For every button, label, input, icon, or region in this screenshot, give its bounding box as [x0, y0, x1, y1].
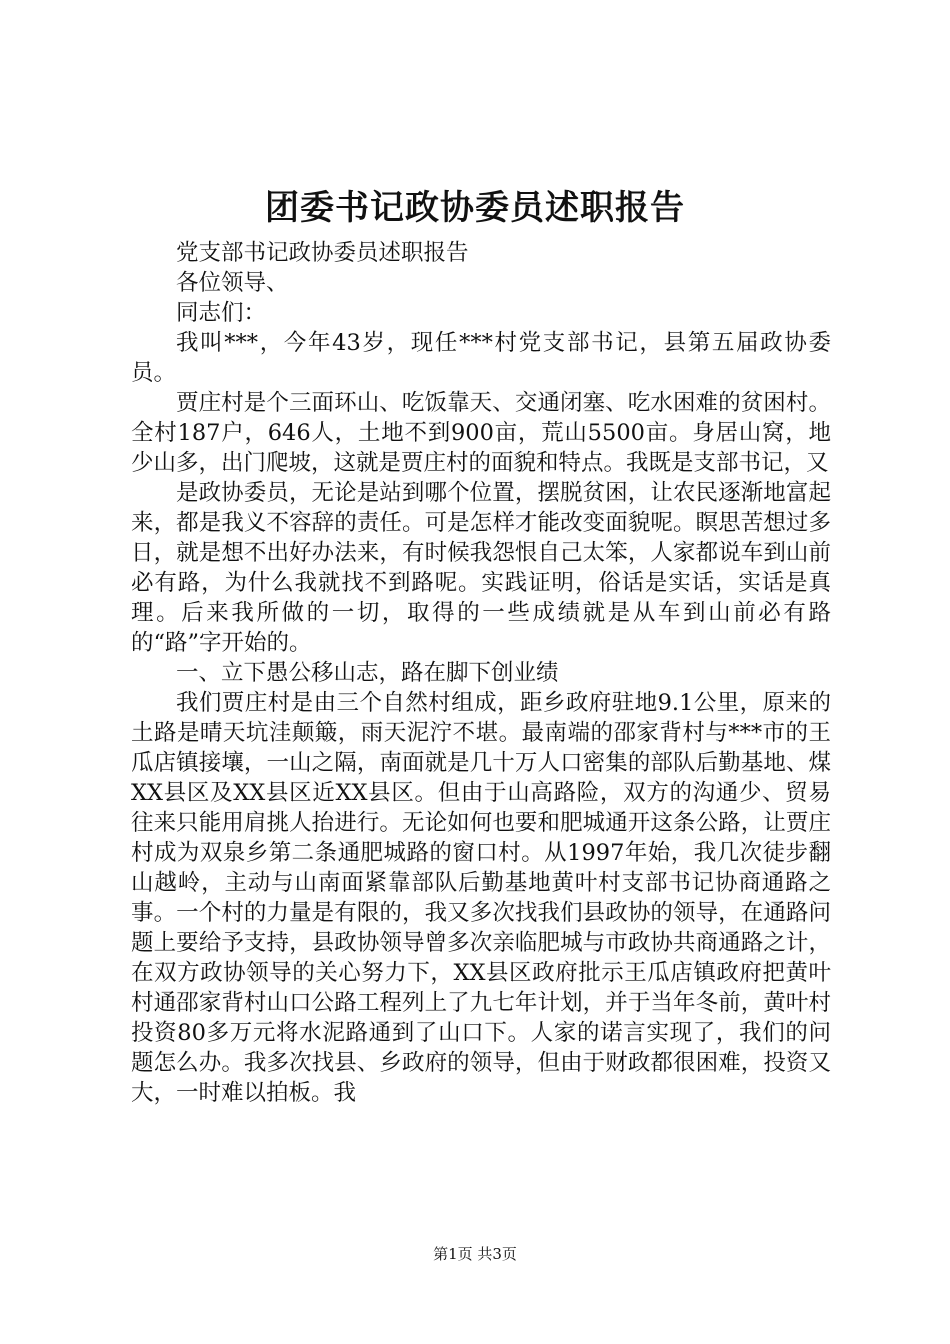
paragraph: 是政协委员，无论是站到哪个位置，摆脱贫困，让农民逐渐地富起来，都是我义不容辞的责任。可是怎样才能改变面貌呢。瞑思苦想过多日，就是想不出好办法来，有时候我怨恨自己太笨，人家都说车到山前必有路，为什么我就找不到路呢。实践证明，俗话是实话，实话是真理。后来我所做的一切，取得的一些成绩就是从车到山前必有路的“路”字开始的。	[131, 480, 831, 656]
paragraph: 党支部书记政协委员述职报告	[176, 240, 469, 266]
paragraph: 各位领导、	[176, 270, 289, 296]
paragraph: 我们贾庄村是由三个自然村组成，距乡政府驻地9.1公里，原来的土路是晴天坑洼颠簸，雨天泥泞不堪。最南端的邵家背村与***市的王瓜店镇接壤，一山之隔，南面就是几十万人口密集的部队后勤基地、煤XX县区及XX县区近XX县区。但由于山高路险，双方的沟通少、贸易往来只能用肩挑人抬进行。无论如何也要和肥城通开这条公路，让贾庄村成为双泉乡第二条通肥城路的窗口村。从1997年始，我几次徒步翻山越岭，主动与山南面紧靠部队后勤基地黄叶村支部书记协商通路之事。一个村的力量是有限的，我又多次找我们县政协的领导，在通路问题上要给予支持，县政协领导曾多次亲临肥城与市政协共商通路之计，在双方政协领导的关心努力下，XX县区政府批示王瓜店镇政府把黄叶村通邵家背村山口公路工程列上了九七年计划，并于当年冬前，黄叶村投资80多万元将水泥路通到了山口下。人家的诺言实现了，我们的问题怎么办。我多次找县、乡政府的领导，但由于财政都很困难，投资又大，一时难以拍板。我	[131, 690, 831, 1106]
document-body	[131, 238, 831, 1108]
document-title: 团委书记政协委员述职报告	[265, 188, 685, 228]
page-footer: 第1页 共3页	[433, 1245, 517, 1263]
paragraph: 同志们：	[176, 300, 267, 326]
paragraph: 贾庄村是个三面环山、吃饭靠天、交通闭塞、吃水困难的贫困村。全村187户，646人，土地不到900亩，荒山5500亩。身居山窝，地少山多，出门爬坡，这就是贾庄村的面貌和特点。我既是支部书记，又	[131, 390, 831, 476]
section-heading: 一、立下愚公移山志，路在脚下创业绩	[176, 660, 559, 686]
paragraph: 我叫***，今年43岁，现任***村党支部书记，县第五届政协委员。	[131, 330, 831, 386]
